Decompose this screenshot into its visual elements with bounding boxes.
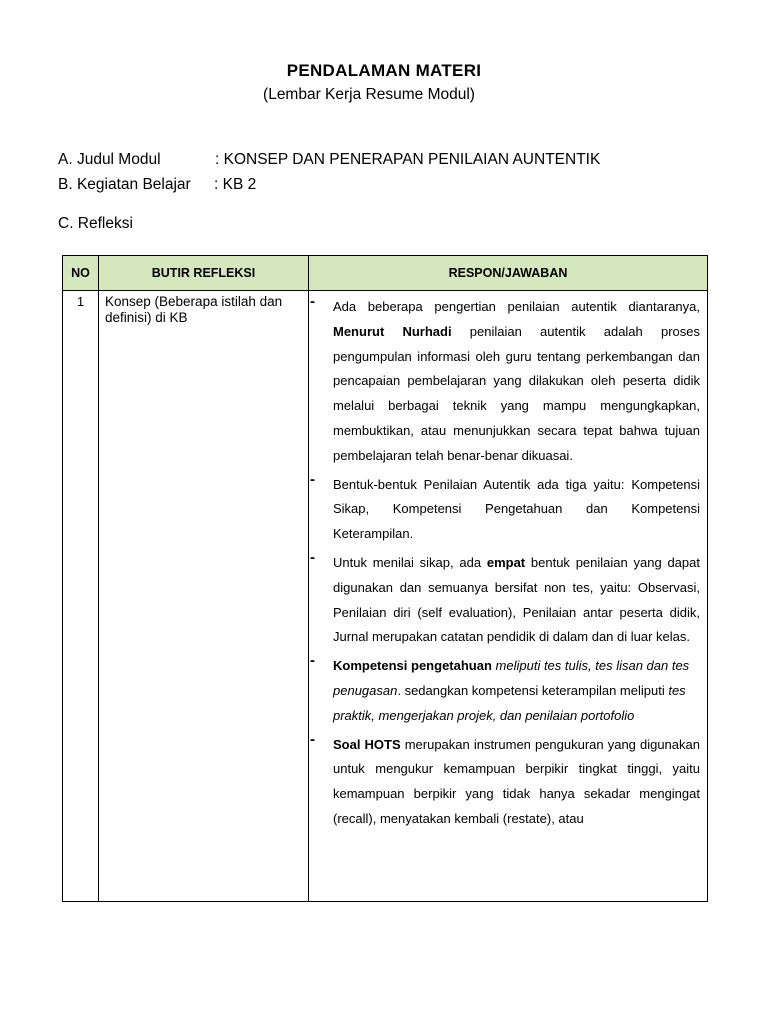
bullet-text-segment: meliputi tes tulis, tes lisan dan tes penugasan [333, 658, 690, 698]
page-subtitle: (Lembar Kerja Resume Modul) [263, 86, 475, 103]
table-header-row [63, 256, 708, 291]
bullet-dash: - [310, 293, 315, 310]
reflection-heading: C. Refleksi [58, 215, 133, 232]
bullet-text-segment: Bentuk-bentuk Penilaian Autentik ada tiga yaitu: Kompetensi Sikap, Kompetensi Pengetahuan dan Kompetensi Keterampilan. [333, 476, 700, 542]
bullet-text [333, 654, 700, 728]
response-cell [309, 291, 708, 902]
bullet-text-segment: tes praktik, mengerjakan projek, dan penilaian portofolio [333, 682, 686, 723]
reflection-table [62, 255, 708, 902]
bullet-text-segment: Soal HOTS [333, 736, 401, 752]
module-title-value: : KONSEP DAN PENERAPAN PENILAIAN AUNTENTIK [215, 151, 601, 168]
bullet-dash: - [310, 470, 315, 488]
response-bullet [309, 295, 700, 469]
table-row [63, 291, 708, 902]
page-title: PENDALAMAN MATERI [286, 61, 482, 80]
bullet-dash: - [310, 730, 315, 748]
bullet-text [333, 295, 700, 469]
response-bullet-list [309, 295, 700, 832]
header-respon-jawaban: RESPON/JAWABAN [309, 256, 708, 291]
response-bullet [309, 470, 700, 547]
row-number: 1 [63, 291, 99, 902]
bullet-text-segment: merupakan instrumen pengukuran yang digunakan untuk mengukur kemampuan berpikir tingkat tinggi, yaitu kemampuan berpikir yang tidak hanya sekadar mengingat (recall), menyatakan kembali (restate), atau [333, 736, 700, 826]
reflection-item: Konsep (Beberapa istilah dan definisi) di KB [99, 291, 309, 902]
header-butir-refleksi: BUTIR REFLEKSI [99, 256, 309, 291]
response-bullet [309, 654, 700, 728]
module-title-label: A. Judul Modul [58, 151, 161, 168]
bullet-text [333, 733, 700, 832]
module-title-row [58, 151, 601, 169]
learning-activity-label: B. Kegiatan Belajar [58, 176, 191, 193]
bullet-text [333, 473, 700, 547]
bullet-text-segment: . sedangkan kompetensi keterampilan meliputi [397, 682, 669, 698]
bullet-text-segment: bentuk penilaian yang dapat digunakan dan semuanya bersifat non tes, yaitu: Observasi, Penilaian diri (self evaluation), Penilaian antar peserta didik, Jurnal merupakan catatan pendidik di dalam dan di luar kelas. [333, 554, 700, 645]
bullet-text-segment: Kompetensi pengetahuan [333, 658, 492, 674]
bullet-text-segment: Menurut Nurhadi [333, 323, 452, 339]
bullet-text-segment: Untuk menilai sikap, ada [333, 554, 487, 570]
bullet-text-segment: empat [486, 554, 526, 570]
bullet-dash: - [310, 548, 315, 566]
response-bullet [309, 730, 700, 832]
response-bullet [309, 548, 700, 650]
bullet-dash: - [310, 652, 315, 670]
bullet-text-segment: Ada beberapa pengertian penilaian autentik diantaranya, [333, 299, 700, 314]
bullet-text-segment: penilaian autentik adalah proses pengumpulan informasi oleh guru tentang perkembangan dan pencapaian pembelajaran yang dilakukan oleh peserta didik melalui berbagai teknik yang mampu mengungkapkan, membuktikan, atau menunjukkan secara tepat bahwa tujuan pembelajaran telah benar-benar dikuasai. [333, 323, 700, 463]
learning-activity-value: : KB 2 [214, 176, 257, 193]
learning-activity-row [58, 176, 257, 194]
bullet-text [333, 551, 700, 650]
header-no: NO [63, 256, 99, 291]
